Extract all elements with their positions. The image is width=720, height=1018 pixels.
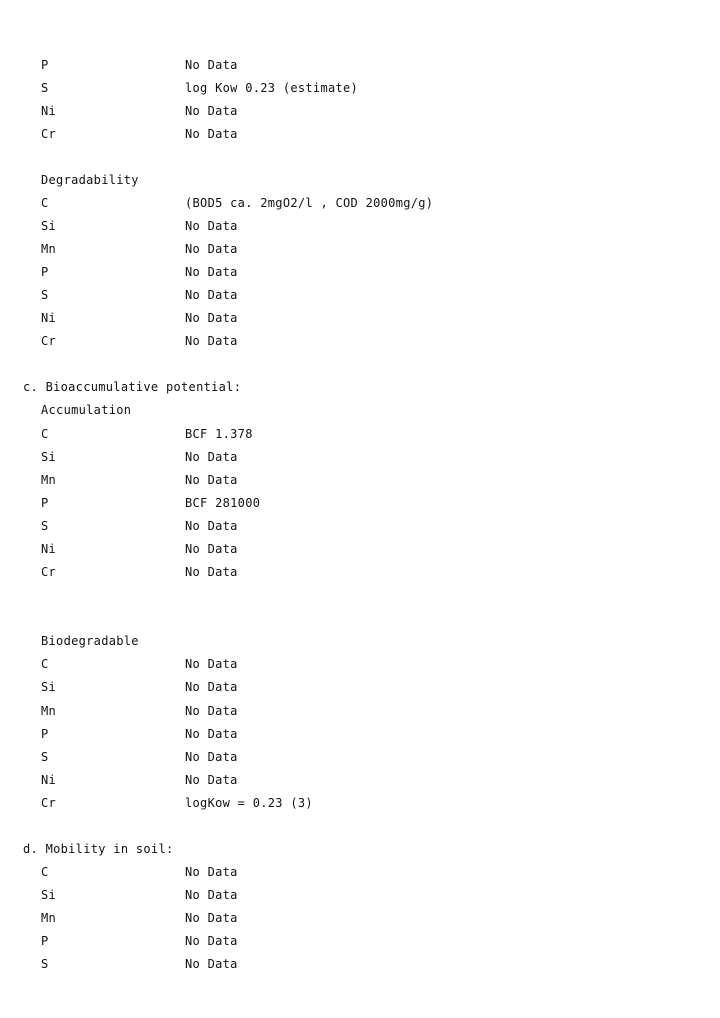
- block1-row-value: log Kow 0.23 (estimate): [185, 81, 359, 95]
- degradability-row-key: Mn: [41, 242, 57, 256]
- biodegradable-row-value: No Data: [185, 657, 238, 671]
- accumulation-row-key: S: [41, 519, 49, 533]
- accumulation-row-value: No Data: [185, 450, 238, 464]
- degradability-row-key: Ni: [41, 311, 57, 325]
- degradability-row-key: Si: [41, 219, 57, 233]
- mobility-row-key: C: [41, 865, 49, 879]
- block1-row-value: No Data: [185, 104, 238, 118]
- accumulation-row-key: Ni: [41, 542, 57, 556]
- accumulation-row-value: BCF 281000: [185, 496, 261, 510]
- accumulation-row-value: No Data: [185, 519, 238, 533]
- mobility-row-key: Si: [41, 888, 57, 902]
- block1-row-key: S: [41, 81, 49, 95]
- accumulation-row-value: BCF 1.378: [185, 427, 253, 441]
- biodegradable-row-key: C: [41, 657, 49, 671]
- degradability-row-key: S: [41, 288, 49, 302]
- block1-row-key: Cr: [41, 127, 57, 141]
- accumulation-row-value: No Data: [185, 542, 238, 556]
- mobility-row-key: S: [41, 957, 49, 971]
- biodegradable-row-value: No Data: [185, 750, 238, 764]
- accumulation-row-key: Si: [41, 450, 57, 464]
- biodegradable-row-key: Mn: [41, 704, 57, 718]
- accumulation-row-key: Mn: [41, 473, 57, 487]
- mobility-row-value: No Data: [185, 865, 238, 879]
- degradability-row-key: Cr: [41, 334, 57, 348]
- mobility-row-value: No Data: [185, 934, 238, 948]
- section-heading-bioaccumulative: c. Bioaccumulative potential:: [23, 380, 242, 394]
- section-heading-mobility: d. Mobility in soil:: [23, 842, 174, 856]
- biodegradable-row-value: logKow = 0.23 (3): [185, 796, 313, 810]
- degradability-row-key: P: [41, 265, 49, 279]
- biodegradable-row-value: No Data: [185, 680, 238, 694]
- degradability-row-value: No Data: [185, 311, 238, 325]
- mobility-row-value: No Data: [185, 911, 238, 925]
- mobility-row-key: P: [41, 934, 49, 948]
- degradability-row-value: No Data: [185, 242, 238, 256]
- accumulation-row-key: C: [41, 427, 49, 441]
- biodegradable-row-key: P: [41, 727, 49, 741]
- degradability-row-value: No Data: [185, 265, 238, 279]
- degradability-row-value: (BOD5 ca. 2mgO2/l , COD 2000mg/g): [185, 196, 434, 210]
- accumulation-row-key: Cr: [41, 565, 57, 579]
- biodegradable-row-key: Ni: [41, 773, 57, 787]
- biodegradable-row-value: No Data: [185, 727, 238, 741]
- biodegradable-heading: Biodegradable: [41, 634, 139, 648]
- degradability-heading: Degradability: [41, 173, 139, 187]
- biodegradable-row-key: S: [41, 750, 49, 764]
- block1-row-key: P: [41, 58, 49, 72]
- degradability-row-value: No Data: [185, 288, 238, 302]
- biodegradable-row-value: No Data: [185, 773, 238, 787]
- accumulation-row-key: P: [41, 496, 49, 510]
- accumulation-row-value: No Data: [185, 473, 238, 487]
- biodegradable-row-value: No Data: [185, 704, 238, 718]
- mobility-row-value: No Data: [185, 888, 238, 902]
- block1-row-value: No Data: [185, 58, 238, 72]
- accumulation-row-value: No Data: [185, 565, 238, 579]
- biodegradable-row-key: Si: [41, 680, 57, 694]
- mobility-row-key: Mn: [41, 911, 57, 925]
- mobility-row-value: No Data: [185, 957, 238, 971]
- accumulation-heading: Accumulation: [41, 403, 132, 417]
- degradability-row-value: No Data: [185, 334, 238, 348]
- biodegradable-row-key: Cr: [41, 796, 57, 810]
- block1-row-value: No Data: [185, 127, 238, 141]
- degradability-row-key: C: [41, 196, 49, 210]
- block1-row-key: Ni: [41, 104, 57, 118]
- degradability-row-value: No Data: [185, 219, 238, 233]
